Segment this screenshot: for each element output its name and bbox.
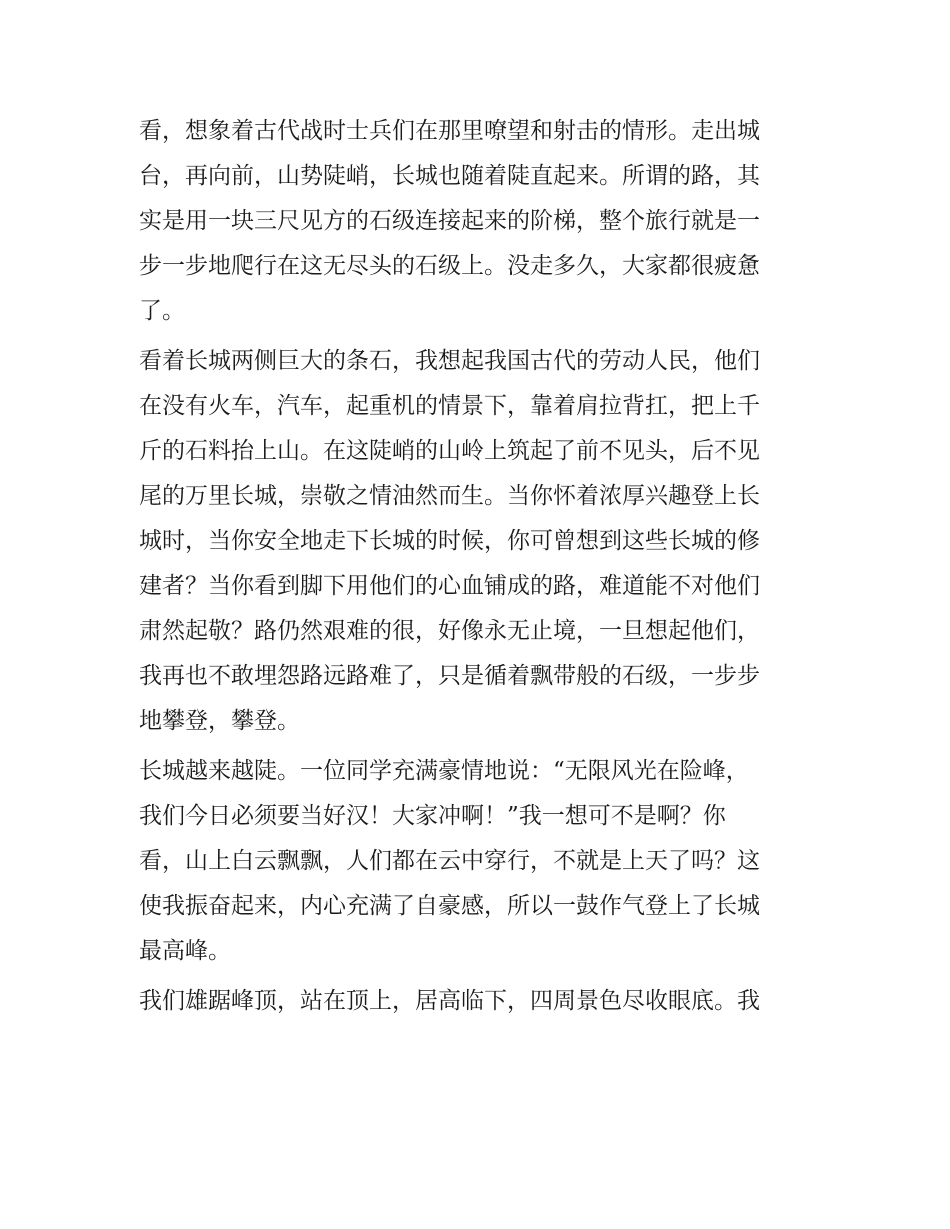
text-line: 看，想象着古代战时士兵们在那里嘹望和射击的情形。走出城	[139, 118, 760, 144]
text-line: 我们今日必须要当好汉！大家冲啊！”我一想可不是啊？你	[139, 803, 726, 829]
text-line: 看，山上白云飘飘，人们都在云中穿行，不就是上天了吗？这	[139, 848, 760, 874]
paragraph-1	[139, 109, 819, 334]
text-line: 看着长城两侧巨大的条石，我想起我国古代的劳动人民，他们	[139, 348, 760, 374]
text-line: 步一步地爬行在这无尽头的石级上。没走多久，大家都很疲惫	[139, 253, 760, 279]
text-line: 台，再向前，山势陡峭，长城也随着陡直起来。所谓的路，其	[139, 163, 760, 189]
text-line: 尾的万里长城，崇敬之情油然而生。当你怀着浓厚兴趣登上长	[139, 483, 760, 509]
text-line: 实是用一块三尺见方的石级连接起来的阶梯，整个旅行就是一	[139, 208, 760, 234]
text-line: 斤的石料抬上山。在这陡峭的山岭上筑起了前不见头，后不见	[139, 438, 760, 464]
paragraph-3	[139, 749, 819, 974]
text-line: 在没有火车，汽车，起重机的情景下，靠着肩拉背扛，把上千	[139, 393, 760, 419]
text-line: 使我振奋起来，内心充满了自豪感，所以一鼓作气登上了长城	[139, 893, 760, 919]
text-line: 城时，当你安全地走下长城的时候，你可曾想到这些长城的修	[139, 528, 760, 554]
text-line: 长城越来越陡。一位同学充满豪情地说：“无限风光在险峰，	[139, 758, 749, 784]
text-line: 地攀登，攀登。	[139, 708, 300, 734]
text-line: 肃然起敬？路仍然艰难的很，好像永无止境，一旦想起他们，	[139, 618, 760, 644]
paragraph-2	[139, 339, 819, 744]
text-line: 我们雄踞峰顶，站在顶上，居高临下，四周景色尽收眼底。我	[139, 988, 760, 1014]
text-line: 我再也不敢埋怨路远路难了，只是循着飘带般的石级，一步步	[139, 663, 760, 689]
text-line: 建者？当你看到脚下用他们的心血铺成的路，难道能不对他们	[139, 573, 760, 599]
body-text	[139, 109, 819, 1024]
paragraph-4	[139, 979, 819, 1024]
text-line: 最高峰。	[139, 938, 231, 964]
text-line: 了。	[139, 298, 185, 324]
